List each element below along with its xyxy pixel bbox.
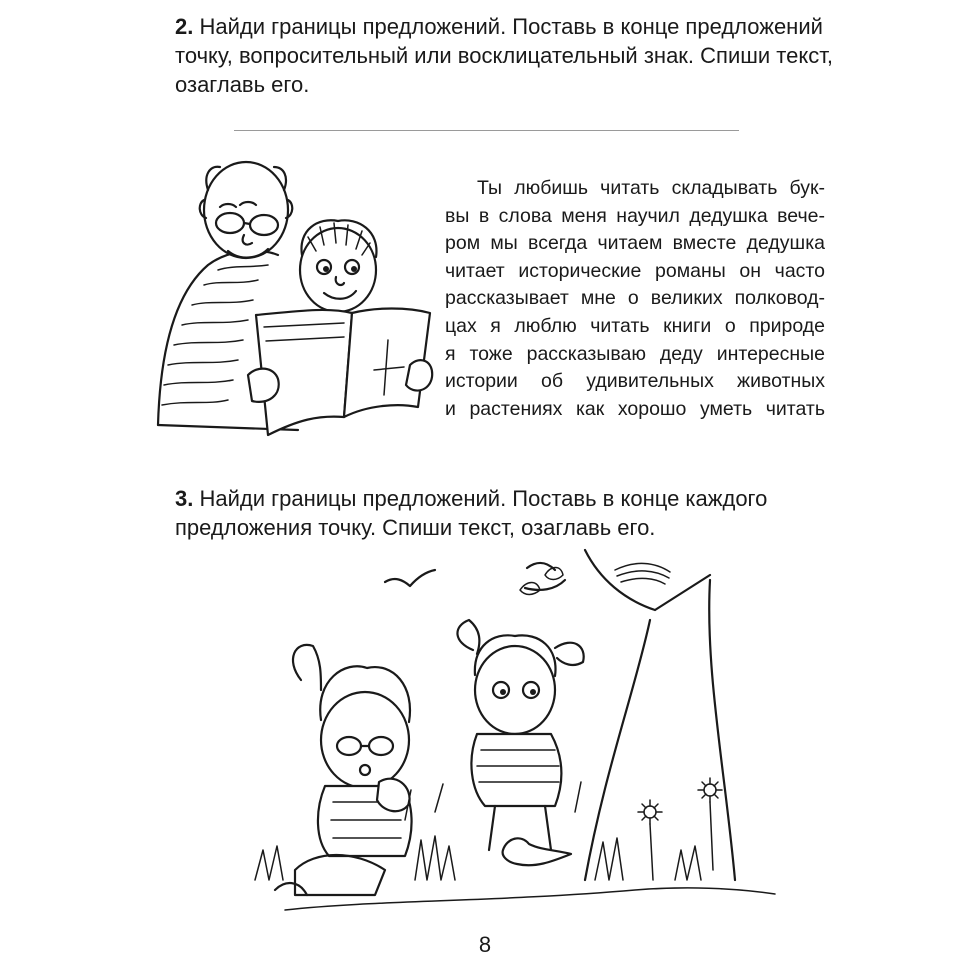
page-number: 8 [478,932,492,957]
passage-line: рассказывает мне о великих полковод- [445,287,825,310]
passage-line: истории об удивительных животных [445,370,825,393]
passage-line: ром мы всегда читаем вместе дедушка [445,232,825,255]
girls-in-forest-illustration [255,550,775,920]
task-2-instruction [175,12,835,99]
task-3-number: 3. [175,486,200,511]
passage-line: я тоже рассказываю деду интересные [445,342,825,365]
writing-line [234,130,739,131]
exercise-passage [445,175,825,423]
passage-line: и растениях как хорошо уметь читать [445,397,825,420]
task-2-number: 2. [175,14,200,39]
passage-line: читает исторические романы он часто [445,259,825,282]
passage-line: вы в слова меня научил дедушка вече- [445,204,825,227]
passage-line: Ты любишь читать складывать бук- [477,177,825,199]
task-2-text: Найди границы предложений. Поставь в конце предложений точку, вопросительный или восклицательный знак. Спиши текст, озаглавь его. [175,14,833,97]
passage-line: цах я люблю читать книги о природе [445,314,825,337]
grandfather-reading-illustration [148,155,438,445]
task-3-instruction [175,484,835,542]
task-3-text: Найди границы предложений. Поставь в конце каждого предложения точку. Спиши текст, озаглавь его. [175,486,768,540]
